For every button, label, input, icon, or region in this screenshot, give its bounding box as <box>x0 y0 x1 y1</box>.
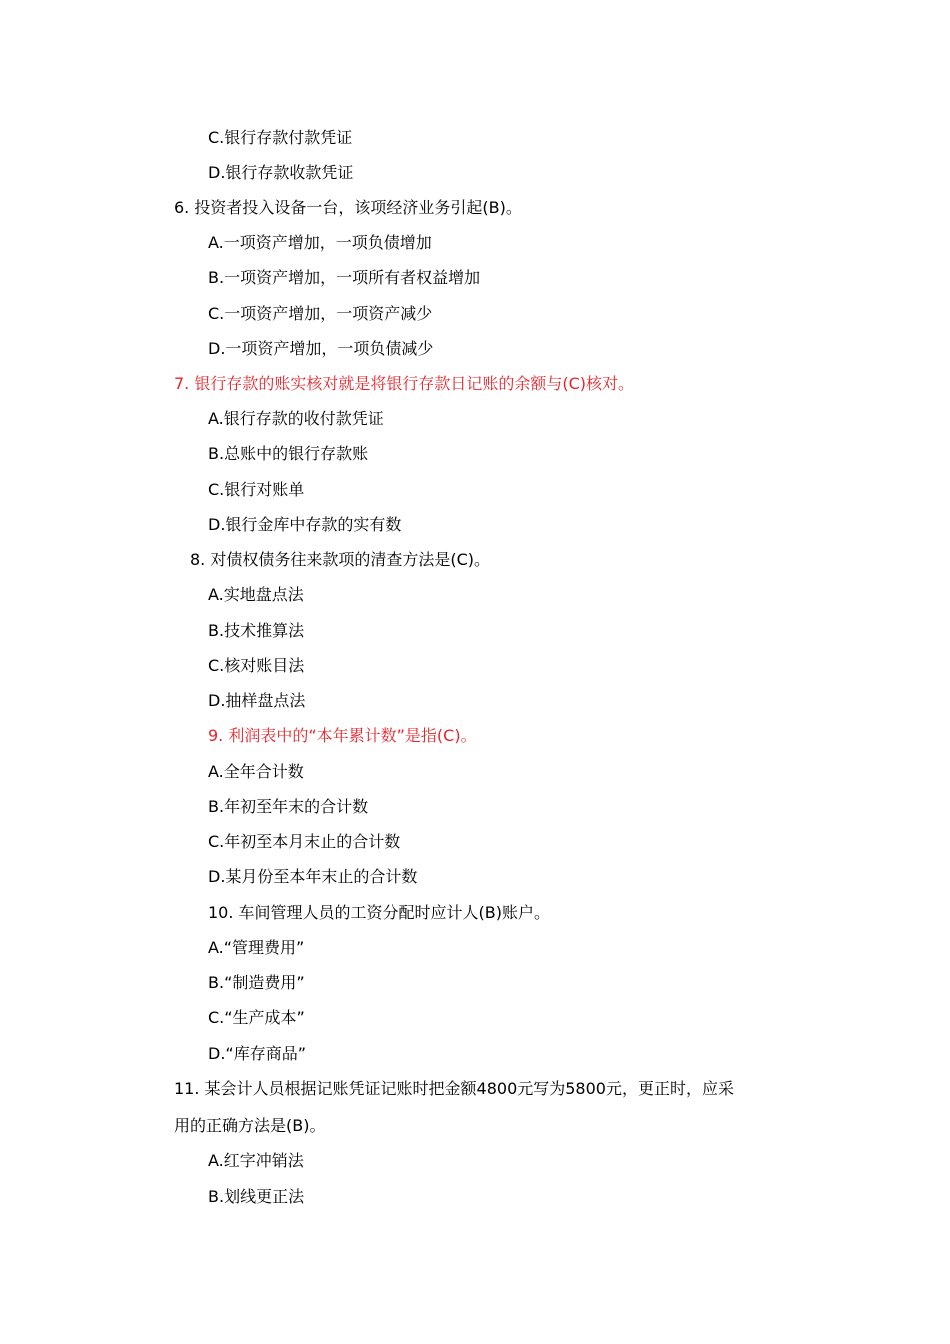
option-line: C.年初至本月末止的合计数 <box>208 832 401 851</box>
option-line: A.实地盘点法 <box>208 585 304 604</box>
option-line: C.一项资产增加，一项资产减少 <box>208 304 433 323</box>
option-line: A.一项资产增加，一项负债增加 <box>208 233 432 252</box>
option-line: D.一项资产增加，一项负债减少 <box>208 339 434 358</box>
option-line: C.核对账目法 <box>208 656 305 675</box>
question-line: 10. 车间管理人员的工资分配时应计人(B)账户。 <box>208 903 550 922</box>
question-line: 11. 某会计人员根据记账凭证记账时把金额4800元写为5800元，更正时，应采 <box>174 1079 734 1098</box>
option-line: D.银行金库中存款的实有数 <box>208 515 402 534</box>
option-line: A.银行存款的收付款凭证 <box>208 409 384 428</box>
option-line: D.某月份至本年末止的合计数 <box>208 867 418 886</box>
option-line: C.“生产成本” <box>208 1008 305 1027</box>
option-line: B.一项资产增加，一项所有者权益增加 <box>208 268 481 287</box>
question-line-continued: 用的正确方法是(B)。 <box>174 1116 326 1135</box>
option-line: B.年初至年末的合计数 <box>208 797 369 816</box>
option-line: B.“制造费用” <box>208 973 305 992</box>
question-line-highlighted: 7. 银行存款的账实核对就是将银行存款日记账的余额与(C)核对。 <box>174 374 635 393</box>
question-line: 8. 对债权债务往来款项的清查方法是(C)。 <box>190 550 491 569</box>
option-line: B.划线更正法 <box>208 1187 305 1206</box>
option-line: D.抽样盘点法 <box>208 691 306 710</box>
option-line: D.“库存商品” <box>208 1044 306 1063</box>
option-line: A.“管理费用” <box>208 938 305 957</box>
question-line: 6. 投资者投入设备一台，该项经济业务引起(B)。 <box>174 198 522 217</box>
option-line: A.全年合计数 <box>208 762 304 781</box>
option-line: A.红字冲销法 <box>208 1151 304 1170</box>
option-line: C.银行对账单 <box>208 480 305 499</box>
option-line: B.技术推算法 <box>208 621 305 640</box>
question-line-highlighted: 9. 利润表中的“本年累计数”是指(C)。 <box>208 726 477 745</box>
option-line: B.总账中的银行存款账 <box>208 444 369 463</box>
option-line: D.银行存款收款凭证 <box>208 163 354 182</box>
option-line: C.银行存款付款凭证 <box>208 128 353 147</box>
